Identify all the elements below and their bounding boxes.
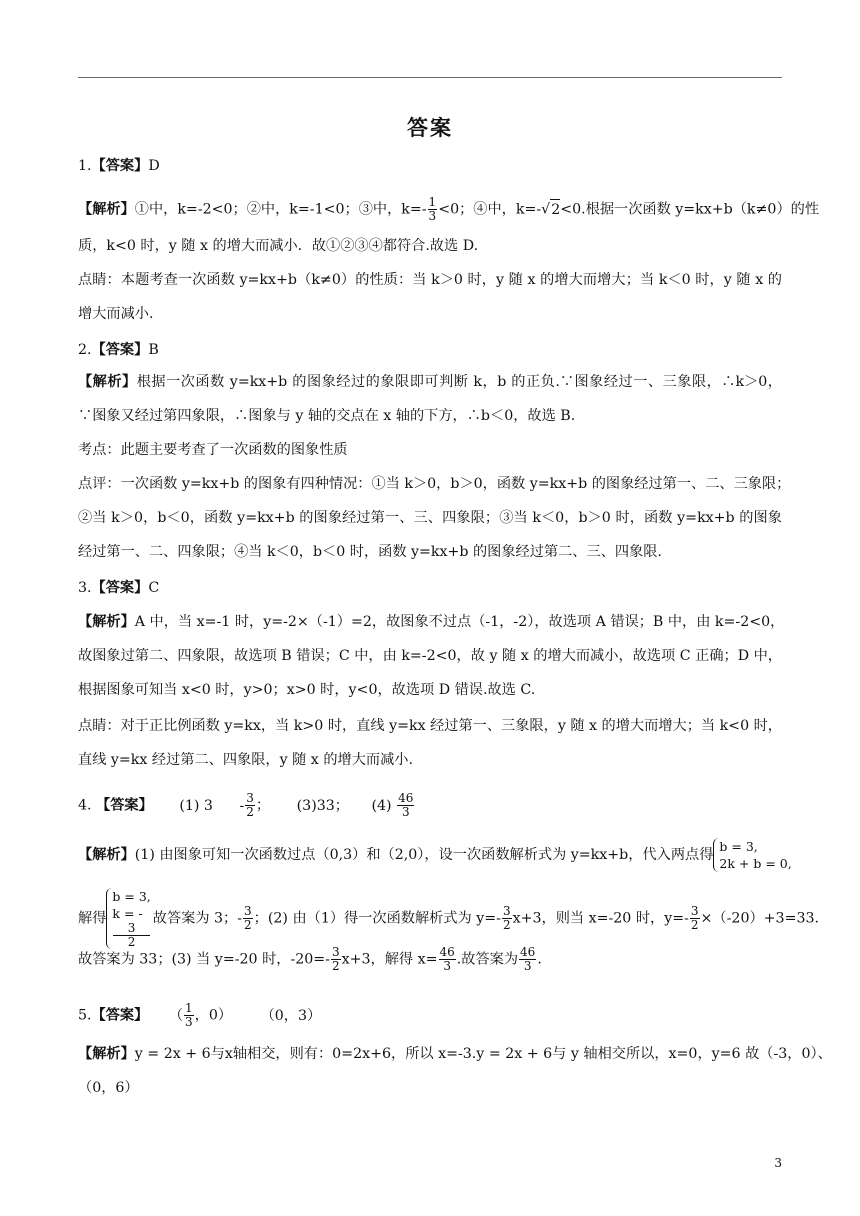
q4-frac-e (439, 946, 456, 973)
q3-answer: C (148, 580, 160, 596)
q4-answer-4-label: (4) (371, 797, 392, 814)
q4-frac-c (690, 905, 700, 932)
page-number: 3 (774, 1156, 782, 1170)
q2-number: 2. (78, 342, 92, 358)
q1-frac-num: 1 (428, 195, 437, 209)
answer-tag: 【答案】 (91, 1007, 149, 1024)
q4-answer-1: (1) 3 (179, 797, 213, 814)
analysis-tag: 【解析】 (78, 1046, 135, 1062)
q4-sol-k-pre: k = - (112, 906, 143, 921)
q5-text-1: y = 2x + 6与x轴相交，则有：0=2x+6，所以 x=-3.y = 2x + 6与 y 轴相交所以，x=0，y=6 故（-3，0）、 (134, 1046, 832, 1062)
q5-answer-1-close: ，0） (194, 1007, 233, 1024)
q5-answer-1-frac (184, 1002, 194, 1029)
q2-answer-line (78, 340, 782, 360)
q4-text-2b: 故答案为 3；- (152, 910, 243, 927)
q5-number: 5. (78, 1007, 92, 1024)
q4-text-3d: . (537, 951, 542, 968)
q4-text-3b: x+3，解得 x= (341, 951, 438, 968)
q3-analysis-line-3: 根据图象可知当 x<0 时，y>0；x>0 时，y<0，故选项 D 错误.故选 C. (78, 682, 536, 698)
answer-tag: 【答案】 (96, 797, 153, 814)
answer-tag: 【答案】 (91, 580, 149, 596)
q1-text-c: <0.根据一次函数 y=kx+b（k≠0）的性 (560, 201, 820, 218)
q5-analysis-line-2: （0，6） (78, 1080, 139, 1096)
q4-answer-4-num: 46 (398, 791, 414, 805)
q4-sol-k-frac (113, 922, 149, 949)
q4-frac-d (331, 946, 341, 973)
q4-answer-2-tail: ； (255, 797, 271, 814)
q4-analysis-line-1 (78, 838, 792, 872)
q2-analysis-line-1 (78, 372, 782, 392)
q4-text-3c: .故答案为 (456, 951, 519, 968)
q2-answer: B (148, 342, 159, 358)
q4-answer-2-sign: - (239, 797, 245, 814)
q1-answer-line (78, 156, 782, 176)
q4-equation-system-1 (713, 838, 793, 872)
answer-tag: 【答案】 (91, 342, 149, 358)
q4-analysis-line-2 (78, 888, 820, 949)
q1-number: 1. (78, 158, 92, 174)
q4-text-2c: ；(2) 由（1）得一次函数解析式为 y=- (253, 910, 501, 927)
q1-text-b: <0；④中，k=- (438, 201, 542, 218)
q3-analysis-line-1 (78, 612, 785, 632)
q5-answer-line (78, 1002, 782, 1029)
q4-answer-4 (397, 792, 414, 819)
q4-analysis-line-3 (78, 946, 782, 973)
q4-frac-a-den: 2 (244, 918, 252, 932)
q4-frac-c-num: 3 (690, 904, 699, 918)
q2-text-1: 根据一次函数 y=kx+b 的图象经过的象限即可判断 k，b 的正负.∵图象经过一、三象限，∴k＞0， (136, 374, 782, 390)
q3-note-line-1: 点睛：对于正比例函数 y=kx，当 k>0 时，直线 y=kx 经过第一、三象限，y 随 x 的增大而增大；当 k<0 时， (78, 718, 782, 734)
q4-number: 4. (78, 797, 97, 814)
q4-frac-d-num: 3 (331, 945, 340, 959)
q1-frac-den: 3 (428, 209, 437, 223)
q4-answer-2 (245, 792, 255, 819)
answer-tag: 【答案】 (91, 158, 149, 174)
q2-review-line-2: ②当 k＞0，b＜0，函数 y=kx+b 的图象经过第一、三、四象限；③当 k＜0，b＞0 时，函数 y=kx+b 的图象 (78, 510, 782, 526)
q2-analysis-line-2: ∵图象又经过第四象限，∴图象与 y 轴的交点在 x 轴的下方，∴b＜0，故选 B. (78, 408, 576, 424)
q4-answer-line (78, 792, 782, 819)
q4-eq1: b = 3, (719, 839, 758, 854)
q4-text-2d: x+3，则当 x=-20 时，y=- (512, 910, 689, 927)
analysis-tag: 【解析】 (78, 847, 135, 863)
q4-frac-a (243, 905, 253, 932)
q2-review-line-1: 点评：一次函数 y=kx+b 的图象有四种情况：①当 k＞0，b＞0，函数 y=kx+b 的图象经过第一、二、三象限； (78, 476, 791, 492)
q4-frac-a-num: 3 (244, 904, 252, 918)
header-rule (78, 77, 782, 78)
q4-sol-b: b = 3, (112, 889, 151, 904)
q4-frac-b (502, 905, 512, 932)
q5-analysis-line-1 (78, 1044, 832, 1064)
q1-note-line-2: 增大而减小. (78, 306, 154, 322)
q4-answer-4-den: 3 (401, 805, 410, 819)
q4-frac-f (519, 946, 536, 973)
q2-point-line: 考点：此题主要考查了一次函数的图象性质 (78, 442, 348, 458)
q1-analysis-line-2: 质，k<0 时，y 随 x 的增大而减小．故①②③④都符合.故选 D. (78, 238, 479, 254)
sqrt-icon: √ (541, 201, 551, 218)
q4-frac-e-num: 46 (439, 945, 455, 959)
q4-sol-k-num: 3 (113, 922, 149, 936)
q4-frac-b-den: 2 (502, 918, 511, 932)
q3-text-1: A 中，当 x=-1 时，y=-2×（-1）=2，故图象不过点（-1，-2），故选项 A 错误；B 中，由 k=-2<0， (134, 614, 785, 630)
q5-answer-1-den: 3 (185, 1015, 193, 1029)
q5-answer-1-open: （ (168, 1007, 184, 1024)
q4-sol-k-den: 2 (127, 935, 136, 949)
q4-frac-f-den: 3 (523, 959, 532, 973)
q4-frac-f-num: 46 (520, 945, 536, 959)
q4-text-1: (1) 由图象可知一次函数过点（0,3）和（2,0），设一次函数解析式为 y=kx+b，代入两点得 (134, 847, 714, 863)
q2-review-line-3: 经过第一、二、四象限；④当 k＜0，b＜0 时，函数 y=kx+b 的图象经过第二、三、四象限. (78, 544, 662, 560)
q5-answer-1-num: 1 (185, 1001, 193, 1015)
q4-text-3a: 故答案为 33；(3) 当 y=-20 时，-20=- (78, 951, 330, 968)
q3-answer-line (78, 578, 782, 598)
q4-eq2: 2k + b = 0, (719, 856, 792, 871)
q5-answer-2: （0，3） (260, 1007, 322, 1024)
q4-text-2e: ×（-20）+3=33. (700, 910, 820, 927)
q4-frac-d-den: 2 (331, 959, 340, 973)
q1-text-a: ①中，k=-2<0；②中，k=-1<0；③中，k=- (134, 201, 427, 218)
analysis-tag: 【解析】 (78, 374, 137, 390)
q1-sqrt-value: 2 (550, 199, 560, 220)
q1-analysis-line-1 (78, 195, 820, 223)
q1-answer: D (148, 158, 160, 174)
q3-number: 3. (78, 580, 92, 596)
q3-analysis-line-2: 故图象过第二、四象限，故选项 B 错误；C 中，由 k=-2<0，故 y 随 x 的增大而减小，故选项 C 正确；D 中， (78, 648, 782, 664)
analysis-tag: 【解析】 (78, 201, 135, 218)
q4-answer-2-den: 2 (246, 805, 254, 819)
q4-answer-2-num: 3 (246, 791, 254, 805)
q4-answer-3: (3)33； (296, 797, 349, 814)
q4-equation-system-2 (106, 888, 152, 949)
q1-fraction (428, 196, 438, 223)
q4-sol-k (112, 905, 150, 949)
analysis-tag: 【解析】 (78, 614, 135, 630)
q4-text-2a: 解得 (78, 910, 107, 927)
q4-frac-c-den: 2 (690, 918, 699, 932)
q4-frac-b-num: 3 (502, 904, 511, 918)
q3-note-line-2: 直线 y=kx 经过第二、四象限，y 随 x 的增大而减小. (78, 752, 413, 768)
q1-note-line-1: 点睛：本题考查一次函数 y=kx+b（k≠0）的性质：当 k＞0 时，y 随 x 的增大而增大；当 k＜0 时，y 随 x 的 (78, 272, 782, 288)
q4-frac-e-den: 3 (443, 959, 451, 973)
page-title: 答案 (407, 116, 453, 140)
